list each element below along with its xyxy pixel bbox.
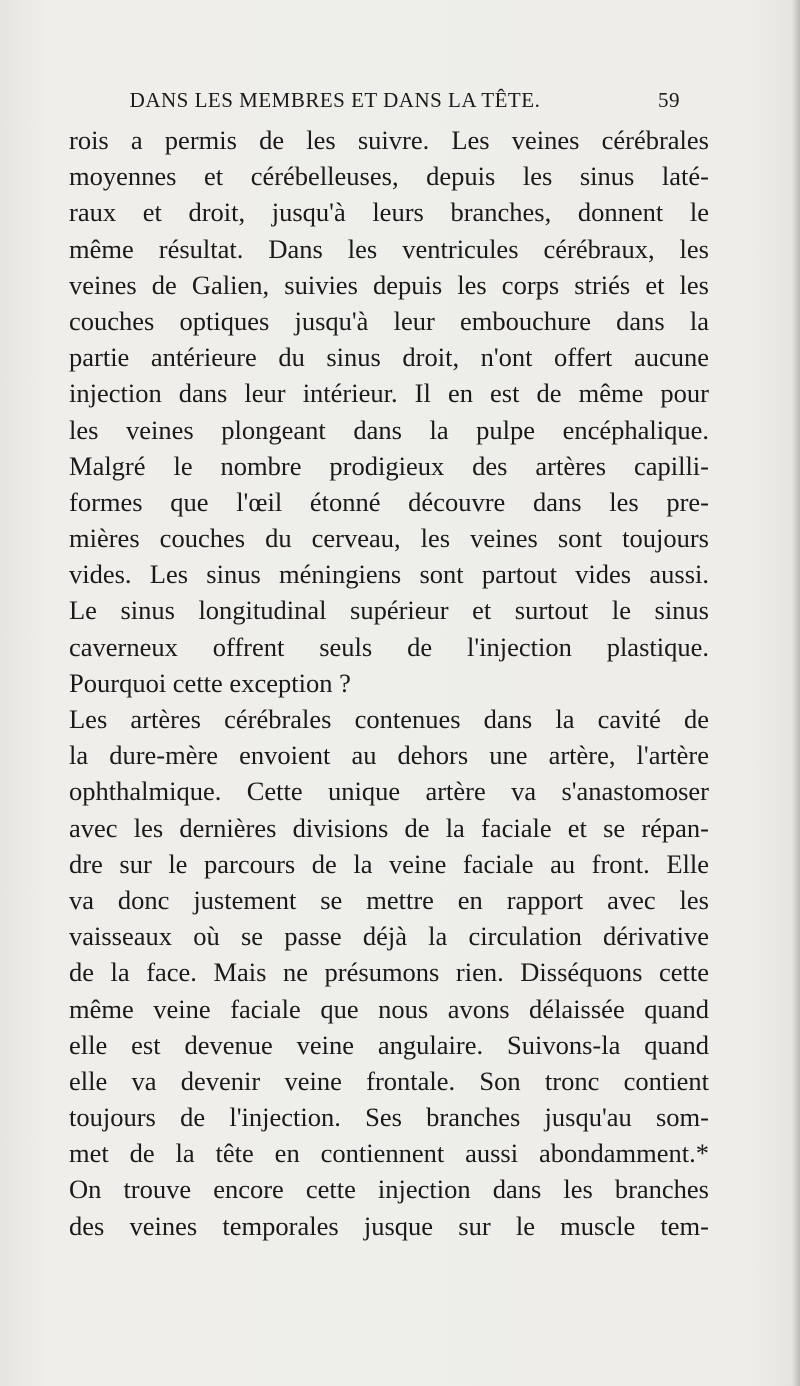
text-line: va donc justement se mettre en rapport avec les (69, 884, 709, 915)
body-text (69, 122, 709, 1244)
text-line: de la face. Mais ne présumons rien. Disséquons cette (69, 957, 709, 988)
text-line: toujours de l'injection. Ses branches jusqu'au som- (69, 1102, 709, 1133)
text-line: des veines temporales jusque sur le muscle tem- (69, 1210, 709, 1241)
text-line: Le sinus longitudinal supérieur et surtout le sinus (69, 595, 709, 626)
text-line: On trouve encore cette injection dans les branches (69, 1174, 709, 1205)
text-line: elle est devenue veine angulaire. Suivons-la quand (69, 1029, 709, 1060)
page-number: 59 (658, 88, 680, 112)
text-line: vides. Les sinus méningiens sont partout vides aussi. (69, 559, 709, 590)
text-line: Les artères cérébrales contenues dans la cavité de (69, 704, 709, 734)
text-line: même résultat. Dans les ventricules cérébraux, les (69, 233, 709, 264)
text-line: ophthalmique. Cette unique artère va s'anastomoser (69, 776, 709, 807)
text-line: avec les dernières divisions de la faciale et se répan- (69, 812, 709, 843)
text-line: Malgré le nombre prodigieux des artères capilli- (69, 450, 709, 481)
text-line: moyennes et cérébelleuses, depuis les sinus laté- (69, 161, 709, 192)
text-line: Pourquoi cette exception ? (69, 667, 351, 698)
text-line: même veine faciale que nous avons délaissée quand (69, 993, 709, 1024)
text-line: mières couches du cerveau, les veines sont toujours (69, 523, 709, 554)
text-line: met de la tête en contiennent aussi abondamment.* (69, 1138, 709, 1169)
text-line: les veines plongeant dans la pulpe encéphalique. (69, 414, 709, 445)
text-line: caverneux offrent seuls de l'injection plastique. (69, 631, 709, 662)
running-title: DANS LES MEMBRES ET DANS LA TÊTE. (129, 88, 541, 112)
text-line: dre sur le parcours de la veine faciale au front. Elle (69, 848, 709, 879)
text-line: elle va devenir veine frontale. Son tronc contient (69, 1065, 709, 1096)
text-line: raux et droit, jusqu'à leurs branches, donnent le (69, 197, 709, 228)
text-line: couches optiques jusqu'à leur embouchure dans la (69, 305, 709, 336)
text-line: rois a permis de les suivre. Les veines cérébrales (69, 125, 709, 155)
page-edge-shadow (792, 0, 800, 1386)
text-line: vaisseaux où se passe déjà la circulation dérivative (69, 921, 709, 952)
text-line: la dure-mère envoient au dehors une artère, l'artère (69, 740, 709, 771)
running-header (100, 88, 680, 118)
text-line: formes que l'œil étonné découvre dans les pre- (69, 486, 709, 517)
text-line: injection dans leur intérieur. Il en est de même pour (69, 378, 709, 409)
text-line: veines de Galien, suivies depuis les corps striés et les (69, 269, 709, 300)
text-line: partie antérieure du sinus droit, n'ont offert aucune (69, 342, 709, 373)
